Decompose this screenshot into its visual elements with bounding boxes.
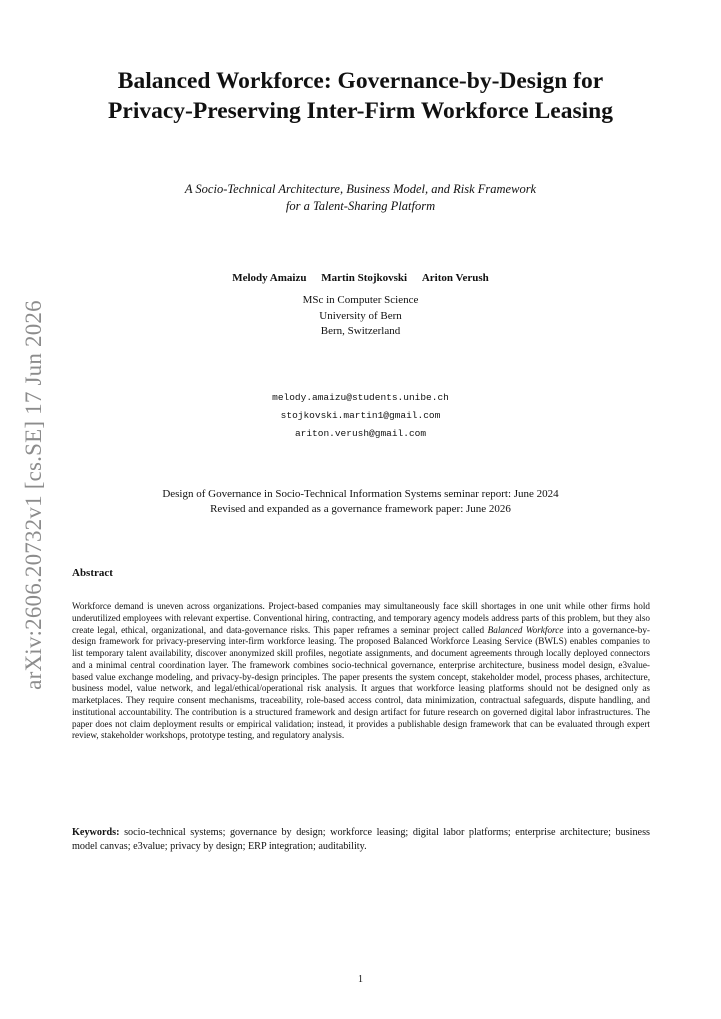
email-address: melody.amaizu@students.unibe.ch: [272, 392, 449, 403]
author-list: [60, 272, 661, 284]
subtitle-line-1: A Socio-Technical Architecture, Business Model, and Risk Framework: [184, 182, 537, 196]
report-note-line-1: Design of Governance in Socio-Technical Information Systems seminar report: June 2024: [162, 488, 559, 500]
abstract-body: [72, 601, 650, 742]
page-number: 1: [358, 974, 363, 985]
arxiv-stamp: [6, 300, 62, 690]
author-emails: [60, 389, 661, 443]
keywords-text: socio-technical systems; governance by design; workforce leasing; digital labor platforms; enterprise architecture; business model canvas; e3value; privacy by design; ERP integration; auditability.: [72, 827, 650, 852]
affiliation-degree: MSc in Computer Science: [302, 294, 419, 306]
affiliation-university: University of Bern: [319, 309, 402, 322]
affiliation-location: Bern, Switzerland: [320, 325, 401, 337]
author-name: Martin Stojkovski: [321, 272, 408, 284]
keywords-label: Keywords:: [72, 827, 120, 838]
abstract-emphasis: Balanced Workforce: [487, 624, 564, 635]
title-line-2: Privacy-Preserving Inter-Firm Workforce Leasing: [108, 98, 613, 124]
author-name: Melody Amaizu: [232, 272, 307, 284]
arxiv-stamp-text: arXiv:2606.20732v1 [cs.SE] 17 Jun 2026: [21, 300, 47, 690]
keywords: [72, 826, 650, 854]
subtitle-line-2: for a Talent-Sharing Platform: [285, 199, 436, 213]
report-note-line-2: Revised and expanded as a governance framework paper: June 2026: [210, 503, 511, 515]
title-line-1: Balanced Workforce: Governance-by-Design for: [117, 68, 604, 94]
affiliation: [60, 293, 661, 340]
paper-title: [40, 66, 681, 126]
abstract-heading: Abstract: [72, 567, 113, 579]
paper-subtitle: [60, 181, 661, 215]
email-address: stojkovski.martin1@gmail.com: [280, 410, 441, 421]
abstract-text-part-2: into a governance-by-design framework for privacy-preserving inter-firm workforce leasing. The proposed Balanced Workforce Leasing Service (BWLS) enables companies to list temporary talent availability, discover anonymized skill profiles, negotiate assignments, and document agreements through locally deployed connectors and a minimal central coordination layer. The framework combines socio-technical governance, enterprise architecture, business model design, e3value-based value exchange modeling, and privacy-by-design principles. The paper presents the system concept, stakeholder model, process phases, architecture, business model, value network, and legal/ethical/operational risk analysis. It argues that workforce leasing platforms should not be designed only as marketplaces. They require consent mechanisms, traceability, role-based access control, data minimization, contractual safeguards, dispute handling, and institutional accountability. The contribution is a structured framework and design artifact for future research on governed digital labor infrastructures. The paper does not claim deployment results or empirical validation; instead, it provides a publishable design framework that can be evaluated through expert review, stakeholder workshops, prototype testing, and regulatory analysis.: [72, 624, 650, 741]
author-name: Ariton Verush: [421, 272, 489, 284]
email-address: ariton.verush@gmail.com: [294, 428, 427, 439]
abstract-text-part-1: Workforce demand is uneven across organizations. Project-based companies may simultaneously face skill shortages in one unit while other firms hold underutilized employees with relevant expertise. Conventional hiring, contracting, and temporary agency models address parts of this problem, but they also create legal, ethical, organizational, and data-governance risks. This paper reframes a seminar project called: [72, 601, 650, 635]
report-note: [60, 487, 661, 517]
